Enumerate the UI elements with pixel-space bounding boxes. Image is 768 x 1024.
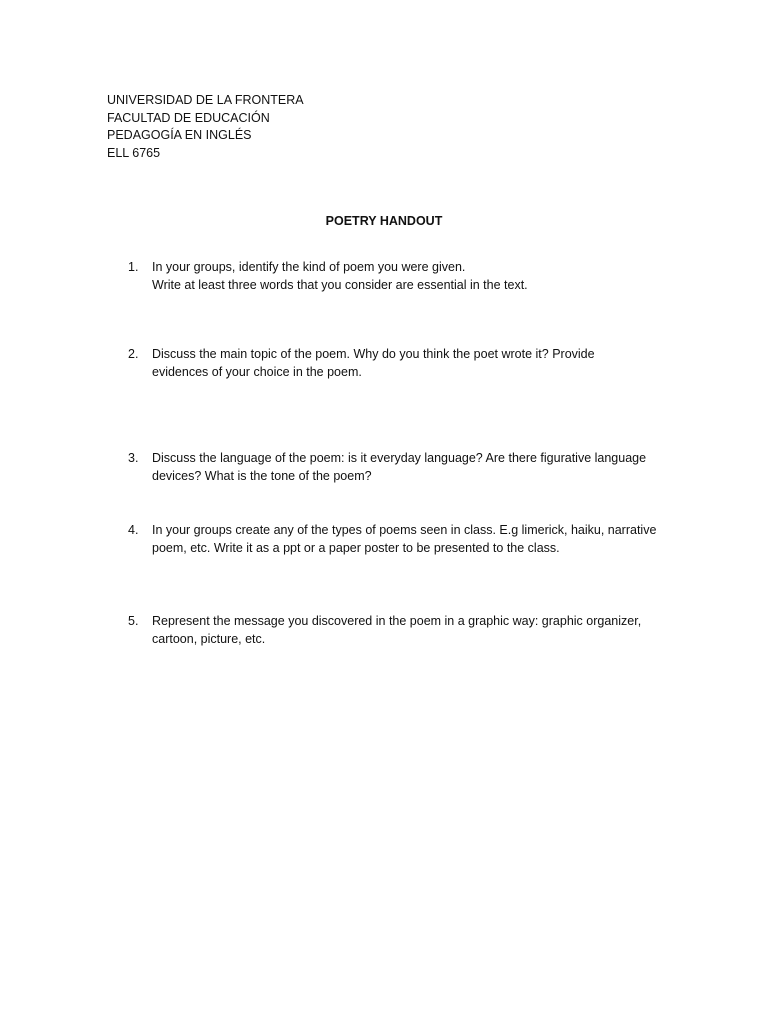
course-code: ELL 6765 (107, 145, 161, 160)
list-item (128, 450, 688, 485)
item-text (152, 450, 688, 485)
list-item (128, 522, 688, 557)
item-line: poem, etc. Write it as a ppt or a paper poster to be presented to the class. (152, 540, 560, 555)
item-line: evidences of your choice in the poem. (152, 364, 362, 379)
item-line: devices? What is the tone of the poem? (152, 468, 372, 483)
item-line: Discuss the main topic of the poem. Why do you think the poet wrote it? Provide (152, 347, 595, 361)
item-line: Represent the message you discovered in the poem in a graphic way: graphic organizer, (152, 614, 642, 628)
item-number: 2. (128, 347, 139, 361)
item-number: 3. (128, 451, 139, 465)
item-line: Write at least three words that you consider are essential in the text. (152, 277, 528, 292)
item-text (152, 613, 688, 648)
page-title: POETRY HANDOUT (325, 214, 443, 228)
university-name: UNIVERSIDAD DE LA FRONTERA (107, 93, 304, 107)
list-item (128, 346, 688, 381)
item-line: cartoon, picture, etc. (152, 631, 266, 646)
item-text (152, 522, 688, 557)
program-name: PEDAGOGÍA EN INGLÉS (107, 128, 252, 142)
item-number: 4. (128, 523, 139, 537)
faculty-name: FACULTAD DE EDUCACIÓN (107, 110, 270, 125)
document-header (107, 92, 304, 162)
item-text (152, 346, 688, 381)
item-number: 5. (128, 614, 139, 628)
item-number: 1. (128, 260, 139, 274)
list-item (128, 259, 688, 294)
list-item (128, 613, 688, 648)
item-line: In your groups, identify the kind of poem you were given. (152, 260, 466, 274)
item-line: In your groups create any of the types of poems seen in class. E.g limerick, haiku, narrative (152, 523, 657, 537)
item-text (152, 259, 688, 294)
item-line: Discuss the language of the poem: is it everyday language? Are there figurative language (152, 451, 647, 465)
